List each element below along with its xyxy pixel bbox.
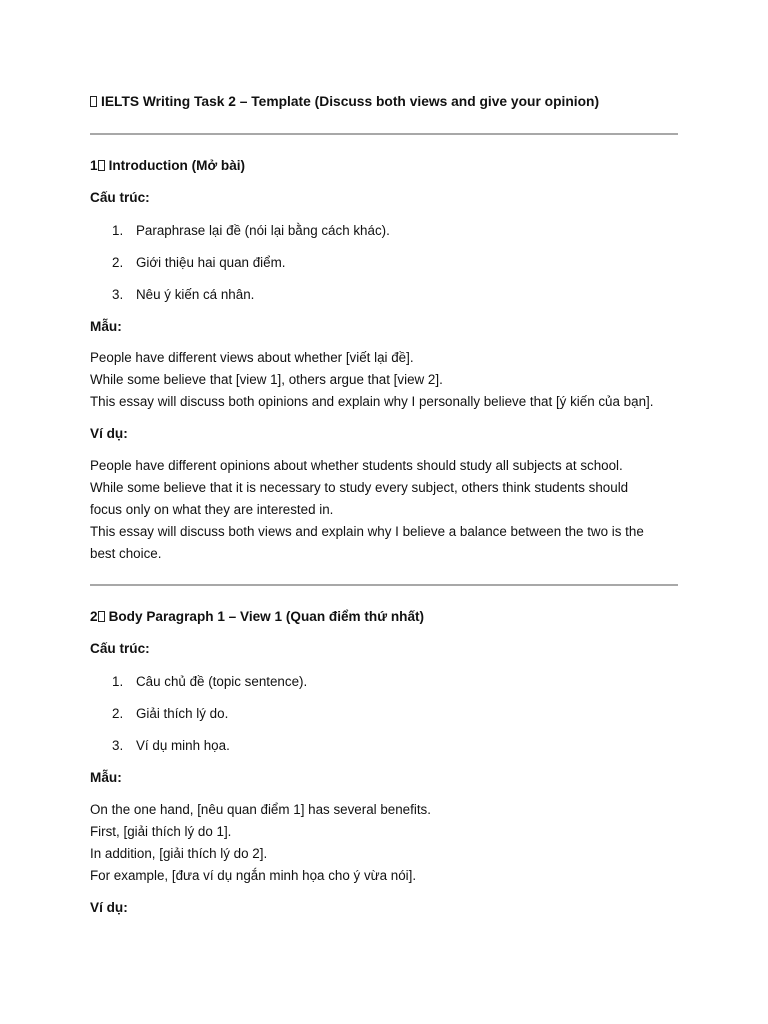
divider bbox=[90, 584, 678, 586]
list-item: 2. Giải thích lý do. bbox=[112, 706, 229, 721]
list-item: 1. Câu chủ đề (topic sentence). bbox=[112, 674, 308, 689]
template-line: First, [giải thích lý do 1]. bbox=[90, 824, 232, 839]
divider bbox=[90, 133, 678, 135]
list-item: 2. Giới thiệu hai quan điểm. bbox=[112, 255, 286, 270]
section-1-template-label: Mẫu: bbox=[90, 319, 122, 334]
section-1-example-text bbox=[90, 455, 644, 565]
document-title: IELTS Writing Task 2 – Template (Discuss both views and give your opinion) bbox=[90, 94, 599, 109]
section-2-structure-label: Cấu trúc: bbox=[90, 641, 150, 656]
list-item: 1. Paraphrase lại đề (nói lại bằng cách khác). bbox=[112, 223, 390, 238]
example-line: focus only on what they are interested in. bbox=[90, 502, 334, 517]
template-line: While some believe that [view 1], others argue that [view 2]. bbox=[90, 372, 443, 387]
section-1-template-text bbox=[90, 347, 653, 413]
template-line: This essay will discuss both opinions and explain why I personally believe that [ý kiến của bạn]. bbox=[90, 394, 654, 409]
list-item: 3. Nêu ý kiến cá nhân. bbox=[112, 287, 255, 302]
template-line: On the one hand, [nêu quan điểm 1] has several benefits. bbox=[90, 802, 431, 817]
template-line: People have different views about whether [viết lại đề]. bbox=[90, 350, 414, 365]
section-1-structure-label: Cấu trúc: bbox=[90, 190, 150, 205]
example-line: best choice. bbox=[90, 546, 162, 561]
example-line: While some believe that it is necessary to study every subject, others think students should bbox=[90, 480, 629, 495]
section-2-heading: 2 Body Paragraph 1 – View 1 (Quan điểm thứ nhất) bbox=[90, 609, 425, 624]
section-1-heading: 1 Introduction (Mở bài) bbox=[90, 158, 246, 173]
section-2-template-text bbox=[90, 799, 431, 887]
template-line: In addition, [giải thích lý do 2]. bbox=[90, 846, 268, 861]
missing-glyph-icon bbox=[90, 96, 97, 107]
section-2-template-label: Mẫu: bbox=[90, 770, 122, 785]
missing-glyph-icon bbox=[98, 160, 105, 171]
template-line: For example, [đưa ví dụ ngắn minh họa cho ý vừa nói]. bbox=[90, 868, 417, 883]
list-item: 3. Ví dụ minh họa. bbox=[112, 738, 230, 753]
section-2-example-label: Ví dụ: bbox=[90, 900, 128, 915]
example-line: People have different opinions about whether students should study all subjects at school. bbox=[90, 458, 623, 473]
section-1-example-label: Ví dụ: bbox=[90, 426, 128, 441]
missing-glyph-icon bbox=[98, 611, 105, 622]
example-line: This essay will discuss both views and explain why I believe a balance between the two is the bbox=[90, 524, 644, 539]
